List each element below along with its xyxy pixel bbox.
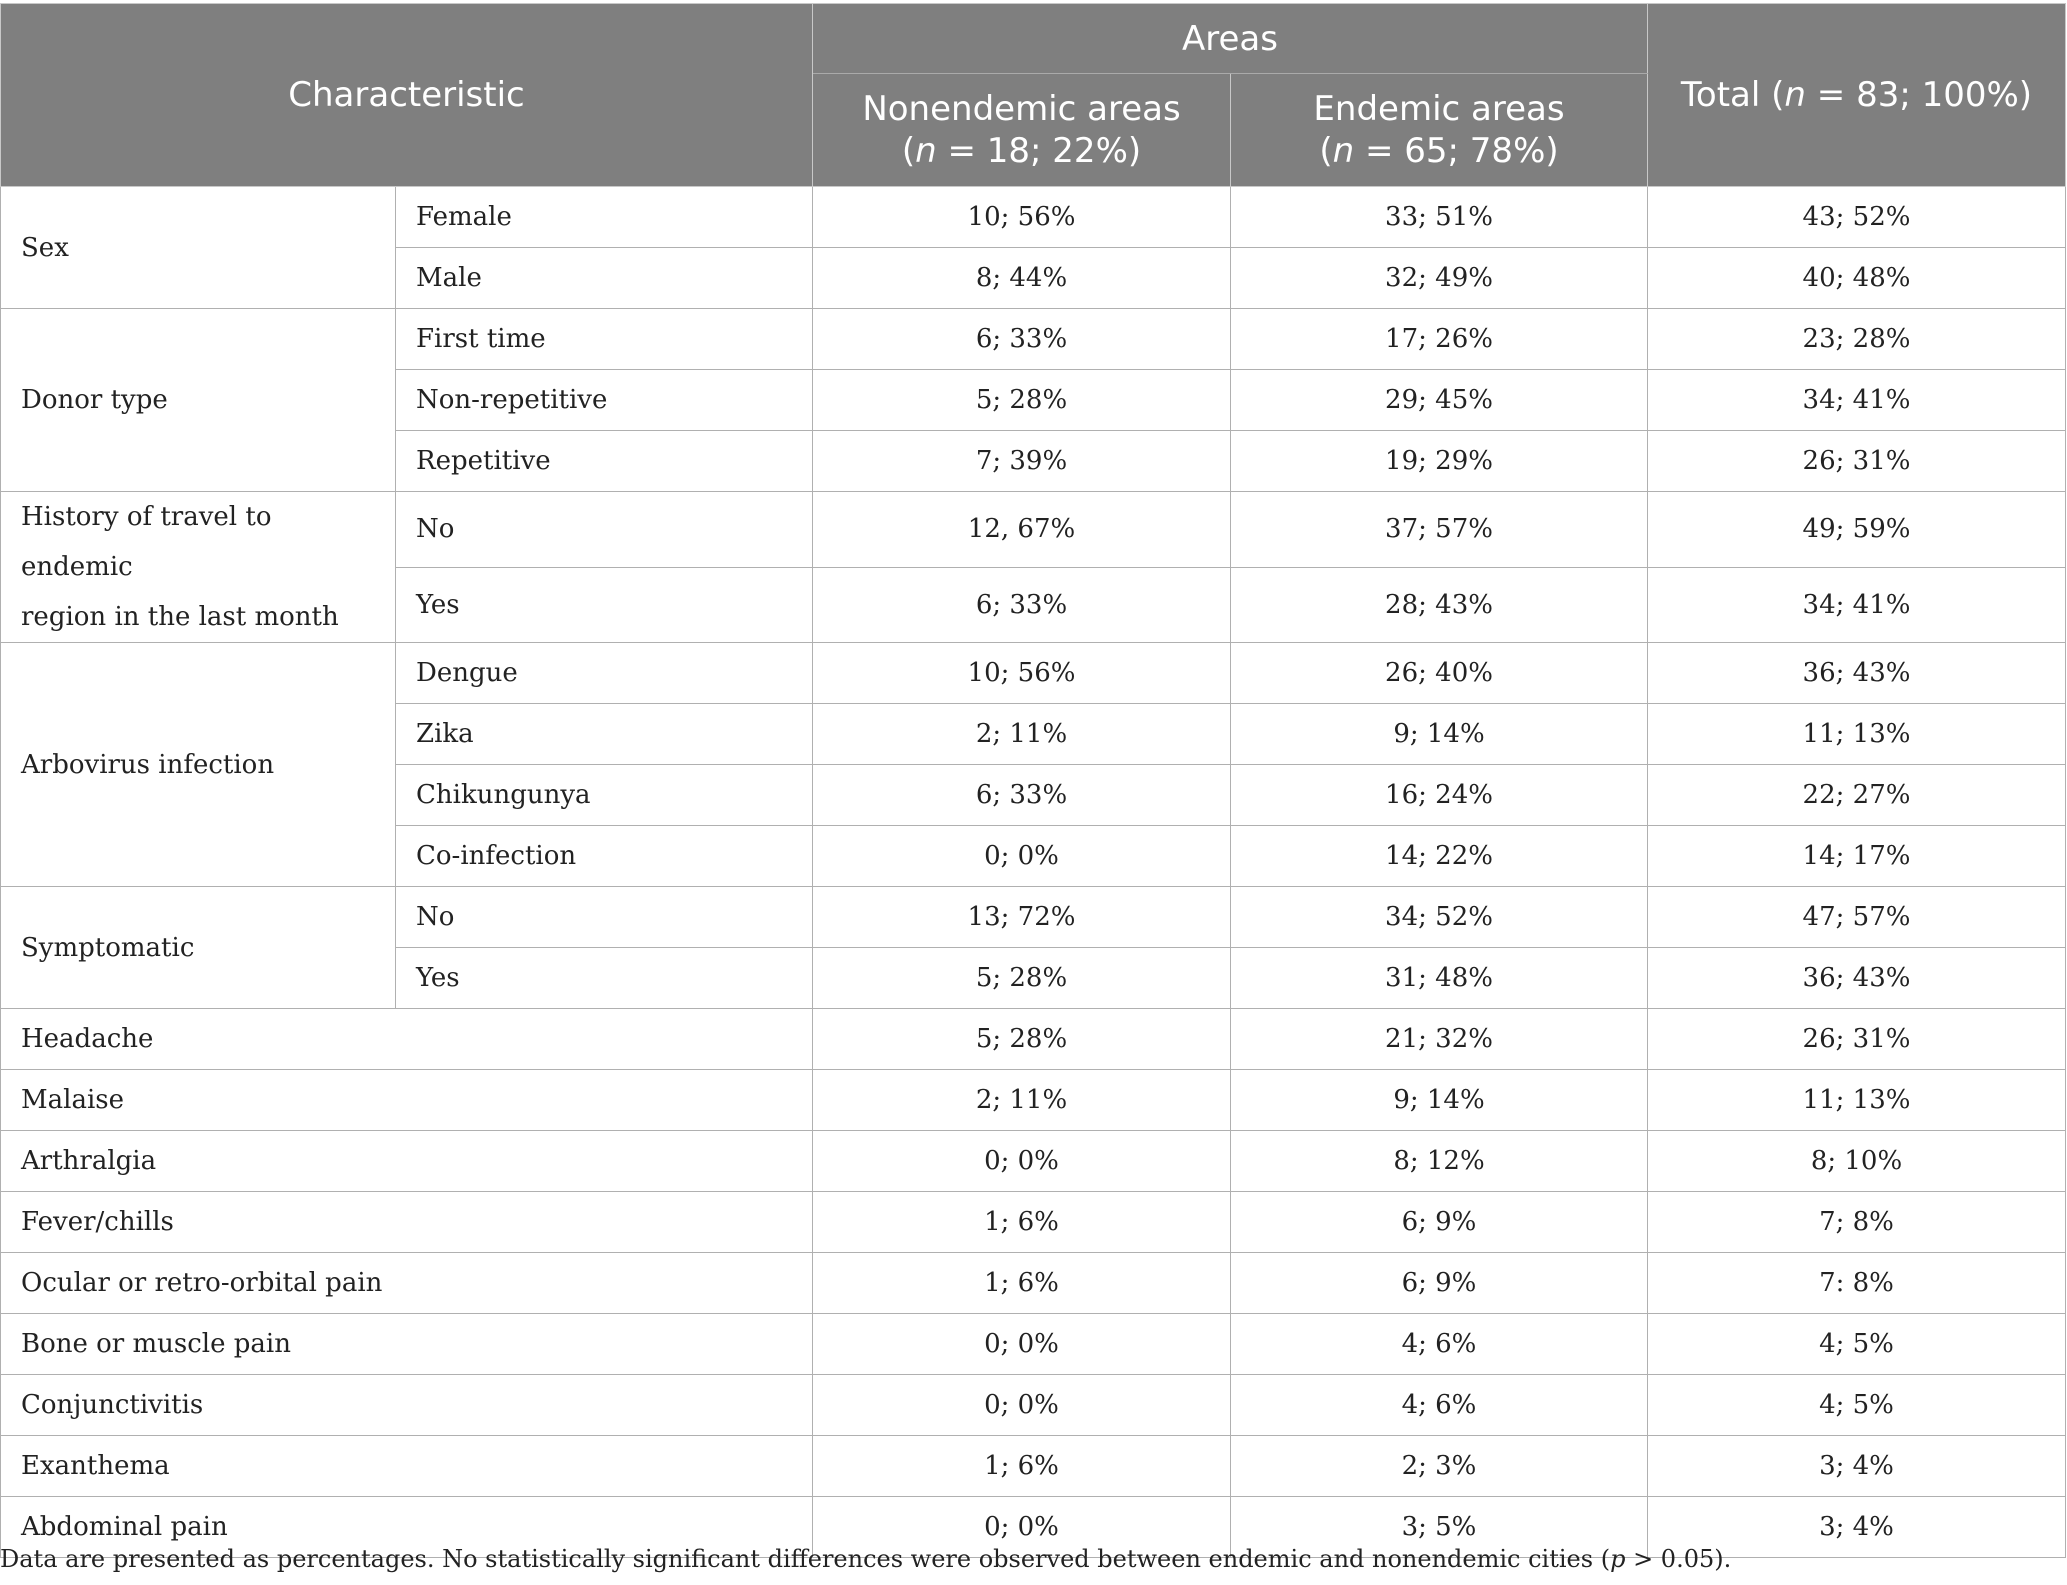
cell-total: 34; 41% — [1648, 370, 2066, 431]
cell-total: 26; 31% — [1648, 431, 2066, 492]
group-label-symptomatic: Symptomatic — [1, 887, 396, 1009]
cell-endemic: 6; 9% — [1231, 1253, 1648, 1314]
cell-total: 26; 31% — [1648, 1009, 2066, 1070]
header-endemic: Endemic areas (n = 65; 78%) — [1231, 74, 1648, 187]
sub-label: Co-infection — [396, 826, 813, 887]
cell-nonendemic: 7; 39% — [813, 431, 1231, 492]
header-characteristic: Characteristic — [1, 4, 813, 187]
cell-endemic: 14; 22% — [1231, 826, 1648, 887]
travel-label-line1: History of travel to endemic — [21, 502, 272, 582]
cell-endemic: 19; 29% — [1231, 431, 1648, 492]
cell-total: 49; 59% — [1648, 492, 2066, 568]
symptom-label: Abdominal pain — [1, 1497, 813, 1558]
cell-endemic: 31; 48% — [1231, 948, 1648, 1009]
cell-nonendemic: 8; 44% — [813, 248, 1231, 309]
cell-total: 14; 17% — [1648, 826, 2066, 887]
cell-endemic: 28; 43% — [1231, 567, 1648, 643]
table-row — [1, 1009, 2066, 1070]
cell-nonendemic: 1; 6% — [813, 1253, 1231, 1314]
sub-label: Yes — [396, 948, 813, 1009]
cell-nonendemic: 13; 72% — [813, 887, 1231, 948]
header-endemic-n: n — [1332, 131, 1355, 171]
cell-nonendemic: 2; 11% — [813, 704, 1231, 765]
cell-endemic: 16; 24% — [1231, 765, 1648, 826]
symptom-label: Bone or muscle pain — [1, 1314, 813, 1375]
cell-total: 8; 10% — [1648, 1131, 2066, 1192]
table-row — [1, 1314, 2066, 1375]
group-label-sex: Sex — [1, 187, 396, 309]
header-nonendemic: Nonendemic areas (n = 18; 22%) — [813, 74, 1231, 187]
sub-label: Yes — [396, 567, 813, 643]
table-row — [1, 309, 2066, 370]
cell-nonendemic: 0; 0% — [813, 1314, 1231, 1375]
header-total — [1648, 4, 2066, 187]
cell-total: 36; 43% — [1648, 643, 2066, 704]
table-row — [1, 1375, 2066, 1436]
cell-nonendemic: 2; 11% — [813, 1070, 1231, 1131]
cell-total: 3; 4% — [1648, 1436, 2066, 1497]
cell-total: 43; 52% — [1648, 187, 2066, 248]
header-nonendemic-n: n — [915, 131, 937, 171]
data-table — [0, 3, 2066, 1558]
header-nonendemic-rest: = 18; 22%) — [936, 131, 1142, 171]
cell-endemic: 17; 26% — [1231, 309, 1648, 370]
cell-total: 4; 5% — [1648, 1375, 2066, 1436]
header-areas: Areas — [813, 4, 1648, 74]
cell-total: 40; 48% — [1648, 248, 2066, 309]
symptom-label: Headache — [1, 1009, 813, 1070]
cell-total: 47; 57% — [1648, 887, 2066, 948]
sub-label: No — [396, 492, 813, 568]
cell-endemic: 9; 14% — [1231, 704, 1648, 765]
cell-nonendemic: 5; 28% — [813, 948, 1231, 1009]
symptom-label: Malaise — [1, 1070, 813, 1131]
sub-label: Male — [396, 248, 813, 309]
cell-nonendemic: 0; 0% — [813, 1497, 1231, 1558]
cell-total: 11; 13% — [1648, 704, 2066, 765]
sub-label: Chikungunya — [396, 765, 813, 826]
cell-total: 22; 27% — [1648, 765, 2066, 826]
symptom-label: Ocular or retro-orbital pain — [1, 1253, 813, 1314]
sub-label: Non-repetitive — [396, 370, 813, 431]
cell-total: 7: 8% — [1648, 1253, 2066, 1314]
cell-total: 4; 5% — [1648, 1314, 2066, 1375]
footnote-text: Data are presented as percentages. No statistically significant differences were observed between endemic and nonendemic cities ( — [0, 1545, 1611, 1573]
cell-total: 36; 43% — [1648, 948, 2066, 1009]
table-row — [1, 643, 2066, 704]
table-row — [1, 1131, 2066, 1192]
group-label-travel-history — [1, 492, 396, 643]
header-nonendemic-label: Nonendemic areas — [862, 89, 1181, 129]
header-endemic-label: Endemic areas — [1313, 89, 1565, 129]
symptom-label: Fever/chills — [1, 1192, 813, 1253]
table-row — [1, 887, 2066, 948]
cell-endemic: 3; 5% — [1231, 1497, 1648, 1558]
symptom-label: Exanthema — [1, 1436, 813, 1497]
cell-nonendemic: 1; 6% — [813, 1192, 1231, 1253]
cell-total: 34; 41% — [1648, 567, 2066, 643]
symptom-label: Conjunctivitis — [1, 1375, 813, 1436]
cell-nonendemic: 12, 67% — [813, 492, 1231, 568]
table-row — [1, 187, 2066, 248]
cell-total: 3; 4% — [1648, 1497, 2066, 1558]
cell-nonendemic: 10; 56% — [813, 187, 1231, 248]
cell-endemic: 4; 6% — [1231, 1375, 1648, 1436]
sub-label: Zika — [396, 704, 813, 765]
cell-endemic: 21; 32% — [1231, 1009, 1648, 1070]
symptom-label: Arthralgia — [1, 1131, 813, 1192]
cell-nonendemic: 1; 6% — [813, 1436, 1231, 1497]
footnote-tail: > 0.05). — [1625, 1545, 1732, 1573]
sub-label: Female — [396, 187, 813, 248]
cell-endemic: 4; 6% — [1231, 1314, 1648, 1375]
cell-endemic: 8; 12% — [1231, 1131, 1648, 1192]
cell-nonendemic: 0; 0% — [813, 1375, 1231, 1436]
table-row — [1, 1192, 2066, 1253]
sub-label: No — [396, 887, 813, 948]
cell-nonendemic: 5; 28% — [813, 370, 1231, 431]
cell-endemic: 34; 52% — [1231, 887, 1648, 948]
travel-label-line2: region in the last month — [21, 602, 339, 632]
header-total-prefix: Total ( — [1680, 75, 1785, 115]
cell-endemic: 26; 40% — [1231, 643, 1648, 704]
cell-nonendemic: 6; 33% — [813, 567, 1231, 643]
cell-endemic: 2; 3% — [1231, 1436, 1648, 1497]
cell-endemic: 9; 14% — [1231, 1070, 1648, 1131]
cell-endemic: 6; 9% — [1231, 1192, 1648, 1253]
cell-total: 7; 8% — [1648, 1192, 2066, 1253]
sub-label: Dengue — [396, 643, 813, 704]
table-footnote — [0, 1545, 1731, 1573]
cell-nonendemic: 6; 33% — [813, 309, 1231, 370]
header-total-n: n — [1784, 75, 1806, 115]
cell-endemic: 29; 45% — [1231, 370, 1648, 431]
cell-nonendemic: 5; 28% — [813, 1009, 1231, 1070]
table-row — [1, 1253, 2066, 1314]
cell-nonendemic: 0; 0% — [813, 1131, 1231, 1192]
cell-total: 23; 28% — [1648, 309, 2066, 370]
cell-endemic: 33; 51% — [1231, 187, 1648, 248]
group-label-donor-type: Donor type — [1, 309, 396, 492]
cell-nonendemic: 6; 33% — [813, 765, 1231, 826]
sub-label: Repetitive — [396, 431, 813, 492]
header-endemic-rest: = 65; 78%) — [1354, 131, 1559, 171]
cell-endemic: 32; 49% — [1231, 248, 1648, 309]
footnote-p: p — [1610, 1545, 1626, 1573]
sub-label: First time — [396, 309, 813, 370]
table-row — [1, 1070, 2066, 1131]
group-label-arbovirus: Arbovirus infection — [1, 643, 396, 887]
cell-endemic: 37; 57% — [1231, 492, 1648, 568]
header-total-rest: = 83; 100%) — [1805, 75, 2033, 115]
table-row — [1, 492, 2066, 568]
cell-total: 11; 13% — [1648, 1070, 2066, 1131]
table-row — [1, 1436, 2066, 1497]
cell-nonendemic: 10; 56% — [813, 643, 1231, 704]
cell-nonendemic: 0; 0% — [813, 826, 1231, 887]
